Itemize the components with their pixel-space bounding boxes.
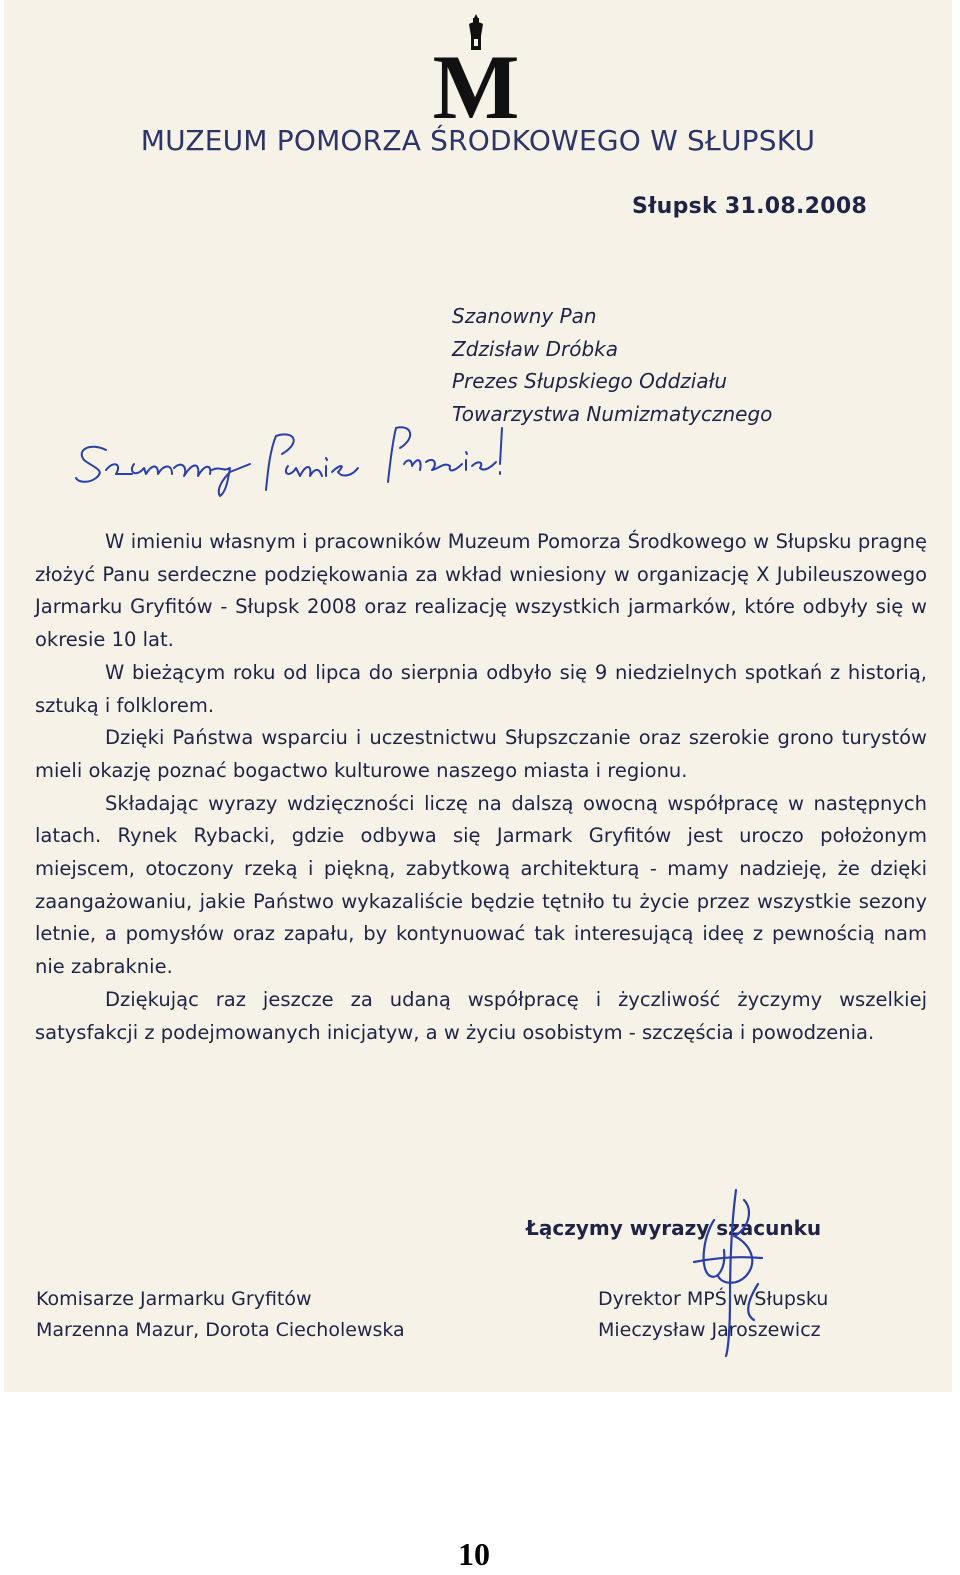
body-paragraph-5: Dziękując raz jeszcze za udaną współpracę i życzliwość życzymy wszelkiej satysfakcji z podejmowanych inicjatyw, a w życiu osobistym - szczęścia i powodzenia. — [35, 987, 927, 1044]
recipient-address — [452, 300, 772, 430]
body-paragraph-4: Składając wyrazy wdzięczności liczę na dalszą owocną współpracę w następnych latach. Rynek Rybacki, gdzie odbywa się Jarmark Gryfitów jest uroczo położonym miejscem, otoczony rzeką i piękną, zabytkową architekturą - mamy nadzieję, że dzięki zaangażowaniu, jakie Państwo wykazaliście będzie tętniło tu życie przez wszystkie sezony letnie, a pomysłów oraz zapału, by kontynuować tak interesującą ideę z pewnością nam nie zabraknie. — [35, 791, 927, 979]
museum-logo — [424, 14, 528, 122]
director-signature — [674, 1180, 774, 1360]
letter-body — [35, 526, 927, 1049]
signatories-left — [36, 1284, 405, 1346]
left-signatory-role: Komisarze Jarmarku Gryfitów — [36, 1288, 312, 1310]
body-paragraph-1: W imieniu własnym i pracowników Muzeum Pomorza Środkowego w Słupsku pragnę złożyć Panu serdeczne podziękowania za wkład wniesiony w organizację X Jubileuszowego Jarmarku Gryfitów - Słupsk 2008 oraz realizację wszystkich jarmarków, które odbyły się w okresie 10 lat. — [35, 530, 927, 652]
recipient-line-4: Towarzystwa Numizmatycznego — [452, 401, 773, 426]
left-signatory-names: Marzenna Mazur, Dorota Ciecholewska — [36, 1319, 405, 1341]
recipient-line-3: Prezes Słupskiego Oddziału — [452, 369, 727, 393]
handwritten-greeting — [70, 420, 530, 500]
recipient-line-2: Zdzisław Dróbka — [452, 336, 618, 361]
closing-line: Łączymy wyrazy szacunku — [526, 1216, 822, 1240]
svg-text:M: M — [432, 36, 520, 122]
body-paragraph-2: W bieżącym roku od lipca do sierpnia odbyło się 9 niedzielnych spotkań z historią, sztuką i folklorem. — [35, 660, 927, 717]
recipient-line-1: Szanowny Pan — [452, 304, 597, 328]
page-number: 10 — [458, 1536, 490, 1572]
letter-sheet — [4, 0, 952, 1392]
body-paragraph-3: Dzięki Państwa wsparciu i uczestnictwu Słupszczanie oraz szerokie grono turystów mieli okazję poznać bogactwo kulturowe naszego miasta i regionu. — [35, 726, 927, 782]
right-signatory-name: Mieczysław Jaroszewicz — [598, 1319, 821, 1341]
letter-date: Słupsk 31.08.2008 — [632, 194, 868, 219]
right-signatory-role: Dyrektor MPŚ w Słupsku — [598, 1288, 829, 1310]
museum-name: MUZEUM POMORZA ŚRODKOWEGO W SŁUPSKU — [140, 124, 816, 157]
